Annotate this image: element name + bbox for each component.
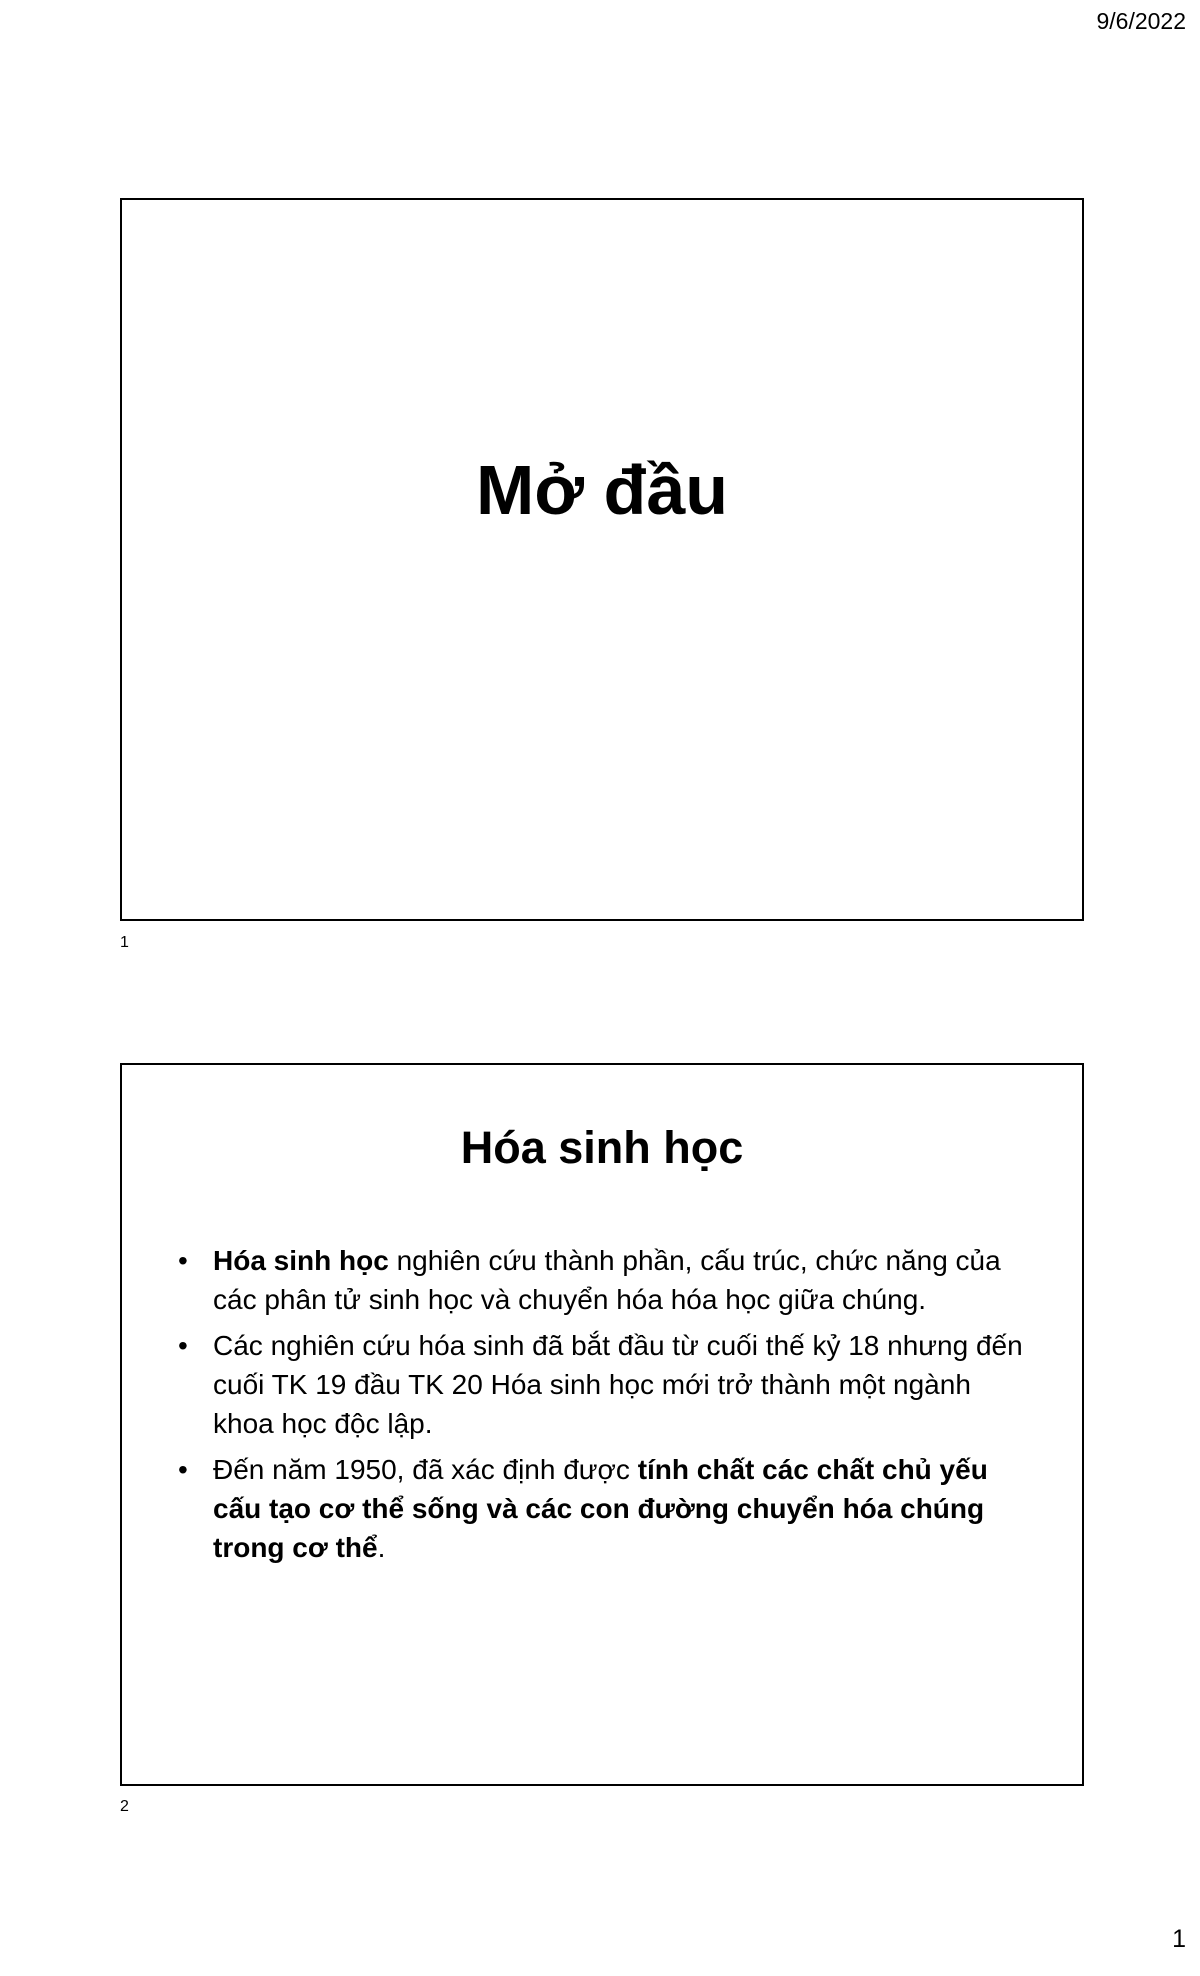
bullet-bold-lead: Hóa sinh học xyxy=(213,1245,389,1276)
bullet-bold-tail: tính chất các chất chủ yếu cấu tạo cơ thể sống và các con đường chuyển hóa chúng trong cơ thể xyxy=(213,1454,988,1563)
bullet-text: Các nghiên cứu hóa sinh đã bắt đầu từ cuối thế kỷ 18 nhưng đến cuối TK 19 đầu TK 20 Hóa sinh học mới trở thành một ngành khoa học độc lập. xyxy=(213,1330,1023,1439)
bullet-text: nghiên cứu thành phần, cấu trúc, chức năng của các phân tử sinh học và chuyển hóa hóa học giữa chúng. xyxy=(213,1245,1001,1315)
slide-2-number: 2 xyxy=(120,1798,129,1815)
bullet-dot: • xyxy=(178,1330,188,1361)
slide-2 xyxy=(120,1063,1084,1786)
bullet-text: Đến năm 1950, đã xác định được xyxy=(213,1454,638,1485)
bullet-item xyxy=(176,1326,1032,1443)
slide-2-title: Hóa sinh học xyxy=(460,1122,744,1173)
page-number: 1 xyxy=(1172,1925,1186,1953)
bullet-dot: • xyxy=(178,1245,188,1276)
bullet-item xyxy=(176,1450,1032,1567)
slide-1-number: 1 xyxy=(120,934,129,951)
bullet-item xyxy=(176,1241,1032,1319)
slide-1 xyxy=(120,198,1084,921)
bullet-list xyxy=(176,1241,1032,1574)
bullet-end: . xyxy=(377,1532,386,1563)
bullet-dot: • xyxy=(178,1454,188,1485)
slide-1-title: Mở đầu xyxy=(476,451,728,529)
print-date: 9/6/2022 xyxy=(1096,8,1186,34)
